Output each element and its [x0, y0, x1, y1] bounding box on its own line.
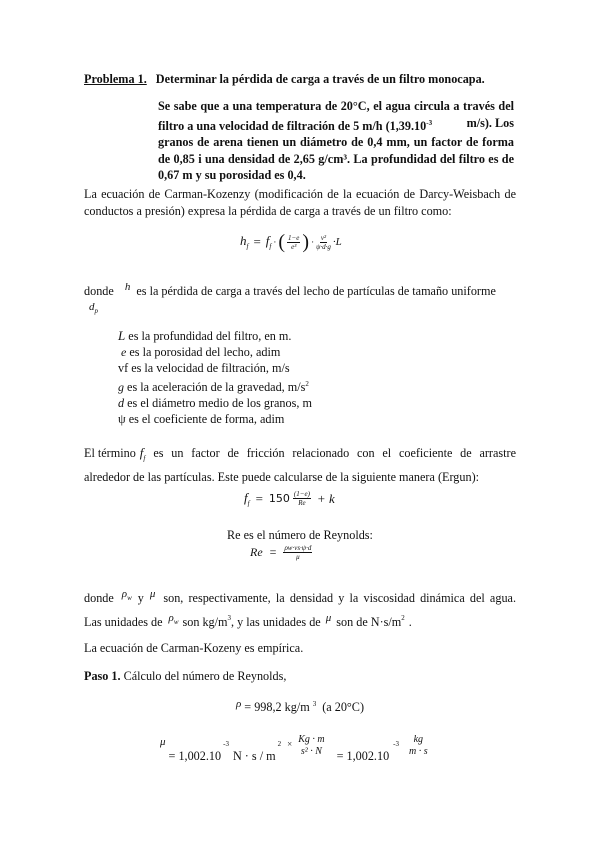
- viscosity-final-unit: [409, 734, 428, 758]
- var-psi-text: es el coeficiente de forma, adim: [128, 412, 285, 427]
- eq2-equals: =: [255, 490, 263, 506]
- statement-line-5: 0,67 m y su porosidad es 0,4.: [158, 168, 306, 183]
- intro-line-1: La ecuación de Carman-Kozenzy (modificación de la ecuación de Darcy-Weisbach de: [84, 187, 516, 201]
- var-vf-symbol: vf: [118, 361, 129, 375]
- eq2-coef: 150: [268, 492, 290, 506]
- eq2-frac-num: (1−e): [293, 490, 310, 499]
- equation-head-loss: $h_f$ = $f_f$ · ( $\frac{1-e}{\text{e³}}$ ) · $\frac{\text{v²}}{\psi\cdot d\cdot g}$ ·L: [240, 231, 342, 253]
- viscosity-conversion: [296, 734, 326, 758]
- where2-kg-m: son kg/m: [182, 615, 228, 630]
- eq1-frac2-num: v²: [320, 233, 327, 242]
- eq1-frac1-den: e³: [291, 242, 297, 251]
- eq1-tail: ·L: [332, 236, 342, 248]
- density-exponent: 3: [312, 700, 317, 708]
- where2-rho-w-2: $\rho_w$: [168, 612, 179, 627]
- where2-y: y: [137, 591, 144, 605]
- re-equals: =: [269, 545, 277, 559]
- where2-donde: donde: [84, 591, 114, 605]
- viscosity-exponent-3: -3: [393, 739, 400, 748]
- viscosity-symbol: μ: [160, 735, 166, 748]
- term-line-1: [84, 444, 516, 468]
- eq2-frac-den: Re: [298, 499, 306, 508]
- eq1-lhs-symbol: h: [240, 233, 247, 249]
- re-frac-den: μ: [296, 553, 300, 561]
- where1-dp: [89, 301, 98, 315]
- var-item-e: [118, 344, 312, 360]
- equation-ergun: [244, 490, 335, 508]
- eq1-equals: =: [253, 234, 261, 249]
- density-number: = 998,2 kg/m: [244, 700, 310, 714]
- statement-line-4: de 0,85 i una densidad de 2,65 g/cm³. La profundidad del filtro es de: [158, 151, 514, 166]
- viscosity-times: ×: [287, 738, 293, 749]
- eq1-frac2-den: ψ·d·g: [316, 242, 331, 251]
- var-L-text: es la profundidad del filtro, en m.: [128, 329, 292, 343]
- density-symbol: ρ: [236, 698, 242, 710]
- statement-line-1: Se sabe que a una temperatura de 20°C, el agua circula a través del: [158, 99, 514, 113]
- var-L-symbol: L: [118, 328, 126, 343]
- problem-header: [84, 72, 524, 87]
- eq1-f: [266, 233, 272, 251]
- where2-mu-2: μ: [325, 612, 332, 625]
- where-head-loss: [84, 281, 516, 300]
- empirical-note: La ecuación de Carman-Kozeny es empírica.: [84, 641, 304, 655]
- eq2-fraction: [293, 490, 311, 507]
- where1-symbol: h: [124, 281, 131, 293]
- where2-line-2: Las unidades de $\rho_w$ son kg/m $^3$ , y las unidades de μ son de N·s/m $^2$ .: [84, 612, 516, 636]
- statement-line-2-a: filtro a una velocidad de filtración de 5 m/h (1,39.10: [158, 118, 427, 133]
- where2-line-1: [84, 588, 516, 612]
- step-1-label: Paso 1.: [84, 669, 121, 683]
- step-1: [84, 669, 286, 684]
- where-density-viscosity: [84, 588, 516, 636]
- density-note: (a 20°C): [322, 700, 364, 714]
- var-psi-symbol: ψ: [118, 412, 126, 427]
- var-d-text: es el diámetro medio de los granos, m: [127, 396, 312, 411]
- var-g-symbol: g: [118, 380, 124, 395]
- var-d-symbol: d: [118, 396, 125, 411]
- var-g-text: es la aceleración de la gravedad, m/s: [127, 380, 306, 395]
- viscosity-unit: N · s / m: [232, 748, 276, 763]
- eq1-f-sub: f: [269, 242, 272, 251]
- density-value: [236, 700, 364, 715]
- eq1-lhs-sub: f: [246, 242, 249, 251]
- var-item-L: [118, 328, 312, 344]
- term-line-1-b: es un factor de fricción relacionado con el coeficiente de arrastre: [153, 446, 516, 460]
- var-item-g: [118, 376, 312, 395]
- eq2-lhs-symbol: f: [244, 490, 248, 505]
- var-g-exponent: 2: [305, 380, 309, 388]
- term-ff: $f_f$: [139, 445, 146, 463]
- problem-label: Problema 1.: [84, 72, 147, 86]
- viscosity-exponent-2: 2: [277, 739, 282, 748]
- problem-statement: [158, 98, 514, 184]
- where1-text: es la pérdida de carga a través del lecho de partículas de tamaño uniforme: [136, 284, 496, 298]
- term-paragraph: [84, 444, 516, 486]
- eq1-lhs: [240, 233, 248, 251]
- statement-line-2: [158, 115, 514, 135]
- var-item-d: [118, 395, 312, 411]
- re-lhs: Re: [250, 545, 263, 559]
- final-unit-num: kg: [413, 734, 424, 745]
- where2-ns-m: son de N·s/m: [336, 615, 402, 630]
- eq1-fraction-velocity: [316, 234, 331, 251]
- where2-units-of: Las unidades de: [84, 615, 163, 630]
- term-line-1-a: El término: [84, 446, 136, 460]
- where1-dp-symbol: d: [89, 301, 95, 313]
- eq1-fraction-porosity: [287, 234, 300, 251]
- re-fraction: [283, 544, 312, 561]
- where2-mu: μ: [149, 588, 156, 600]
- equation-reynolds: [250, 544, 312, 561]
- viscosity-value: [160, 734, 428, 763]
- viscosity-result: = 1,002.10: [336, 748, 390, 763]
- where2-period: .: [408, 615, 412, 630]
- var-vf-text: es la velocidad de filtración, m/s: [131, 361, 290, 375]
- eq2-lhs-sub: f: [247, 499, 250, 508]
- eq2-tail: + k: [316, 490, 335, 506]
- where2-rho-w: $\rho_w$: [121, 588, 132, 603]
- where1-dp-sub: p: [94, 307, 98, 316]
- var-e-text: es la porosidad del lecho, adim: [129, 345, 281, 359]
- var-e-symbol: e: [121, 345, 127, 359]
- final-unit-den: m · s: [409, 746, 428, 757]
- var-item-psi: [118, 411, 312, 427]
- variable-list: [118, 328, 312, 427]
- statement-line-3: granos de arena tienen un diámetro de 0,4 mm, un factor de forma: [158, 135, 514, 150]
- step-1-text: Cálculo del número de Reynolds,: [123, 669, 287, 683]
- intro-line-2: conductos a presión) expresa la pérdida de carga a través de un filtro como:: [84, 204, 452, 218]
- where2-and-units: , y las unidades de: [231, 615, 321, 630]
- problem-title: Determinar la pérdida de carga a través de un filtro monocapa.: [155, 72, 485, 86]
- viscosity-exponent-1: -3: [223, 739, 229, 748]
- where1-donde: donde: [84, 284, 114, 298]
- eq1-frac1-num: 1−e: [288, 233, 300, 242]
- reynolds-caption: Re es el número de Reynolds:: [227, 528, 373, 542]
- statement-exponent: -3: [426, 118, 433, 127]
- viscosity-number: = 1,002.10: [168, 748, 222, 763]
- conversion-num: Kg · m: [298, 734, 325, 745]
- term-line-2: alrededor de las partículas. Este puede calcularse de la siguiente manera (Ergun):: [84, 469, 480, 484]
- intro-paragraph: [84, 186, 516, 220]
- var-item-vf: [118, 360, 312, 376]
- eq2-lhs: [244, 490, 250, 508]
- where2-line-1-text: son, respectivamente, la densidad y la viscosidad dinámica del agua.: [163, 591, 516, 605]
- conversion-den: s² · N: [300, 746, 322, 757]
- re-frac-num: ρw·vs·ψ·d: [284, 544, 312, 552]
- statement-line-2-b: m/s). Los: [466, 115, 514, 130]
- eq1-f-symbol: f: [265, 233, 270, 249]
